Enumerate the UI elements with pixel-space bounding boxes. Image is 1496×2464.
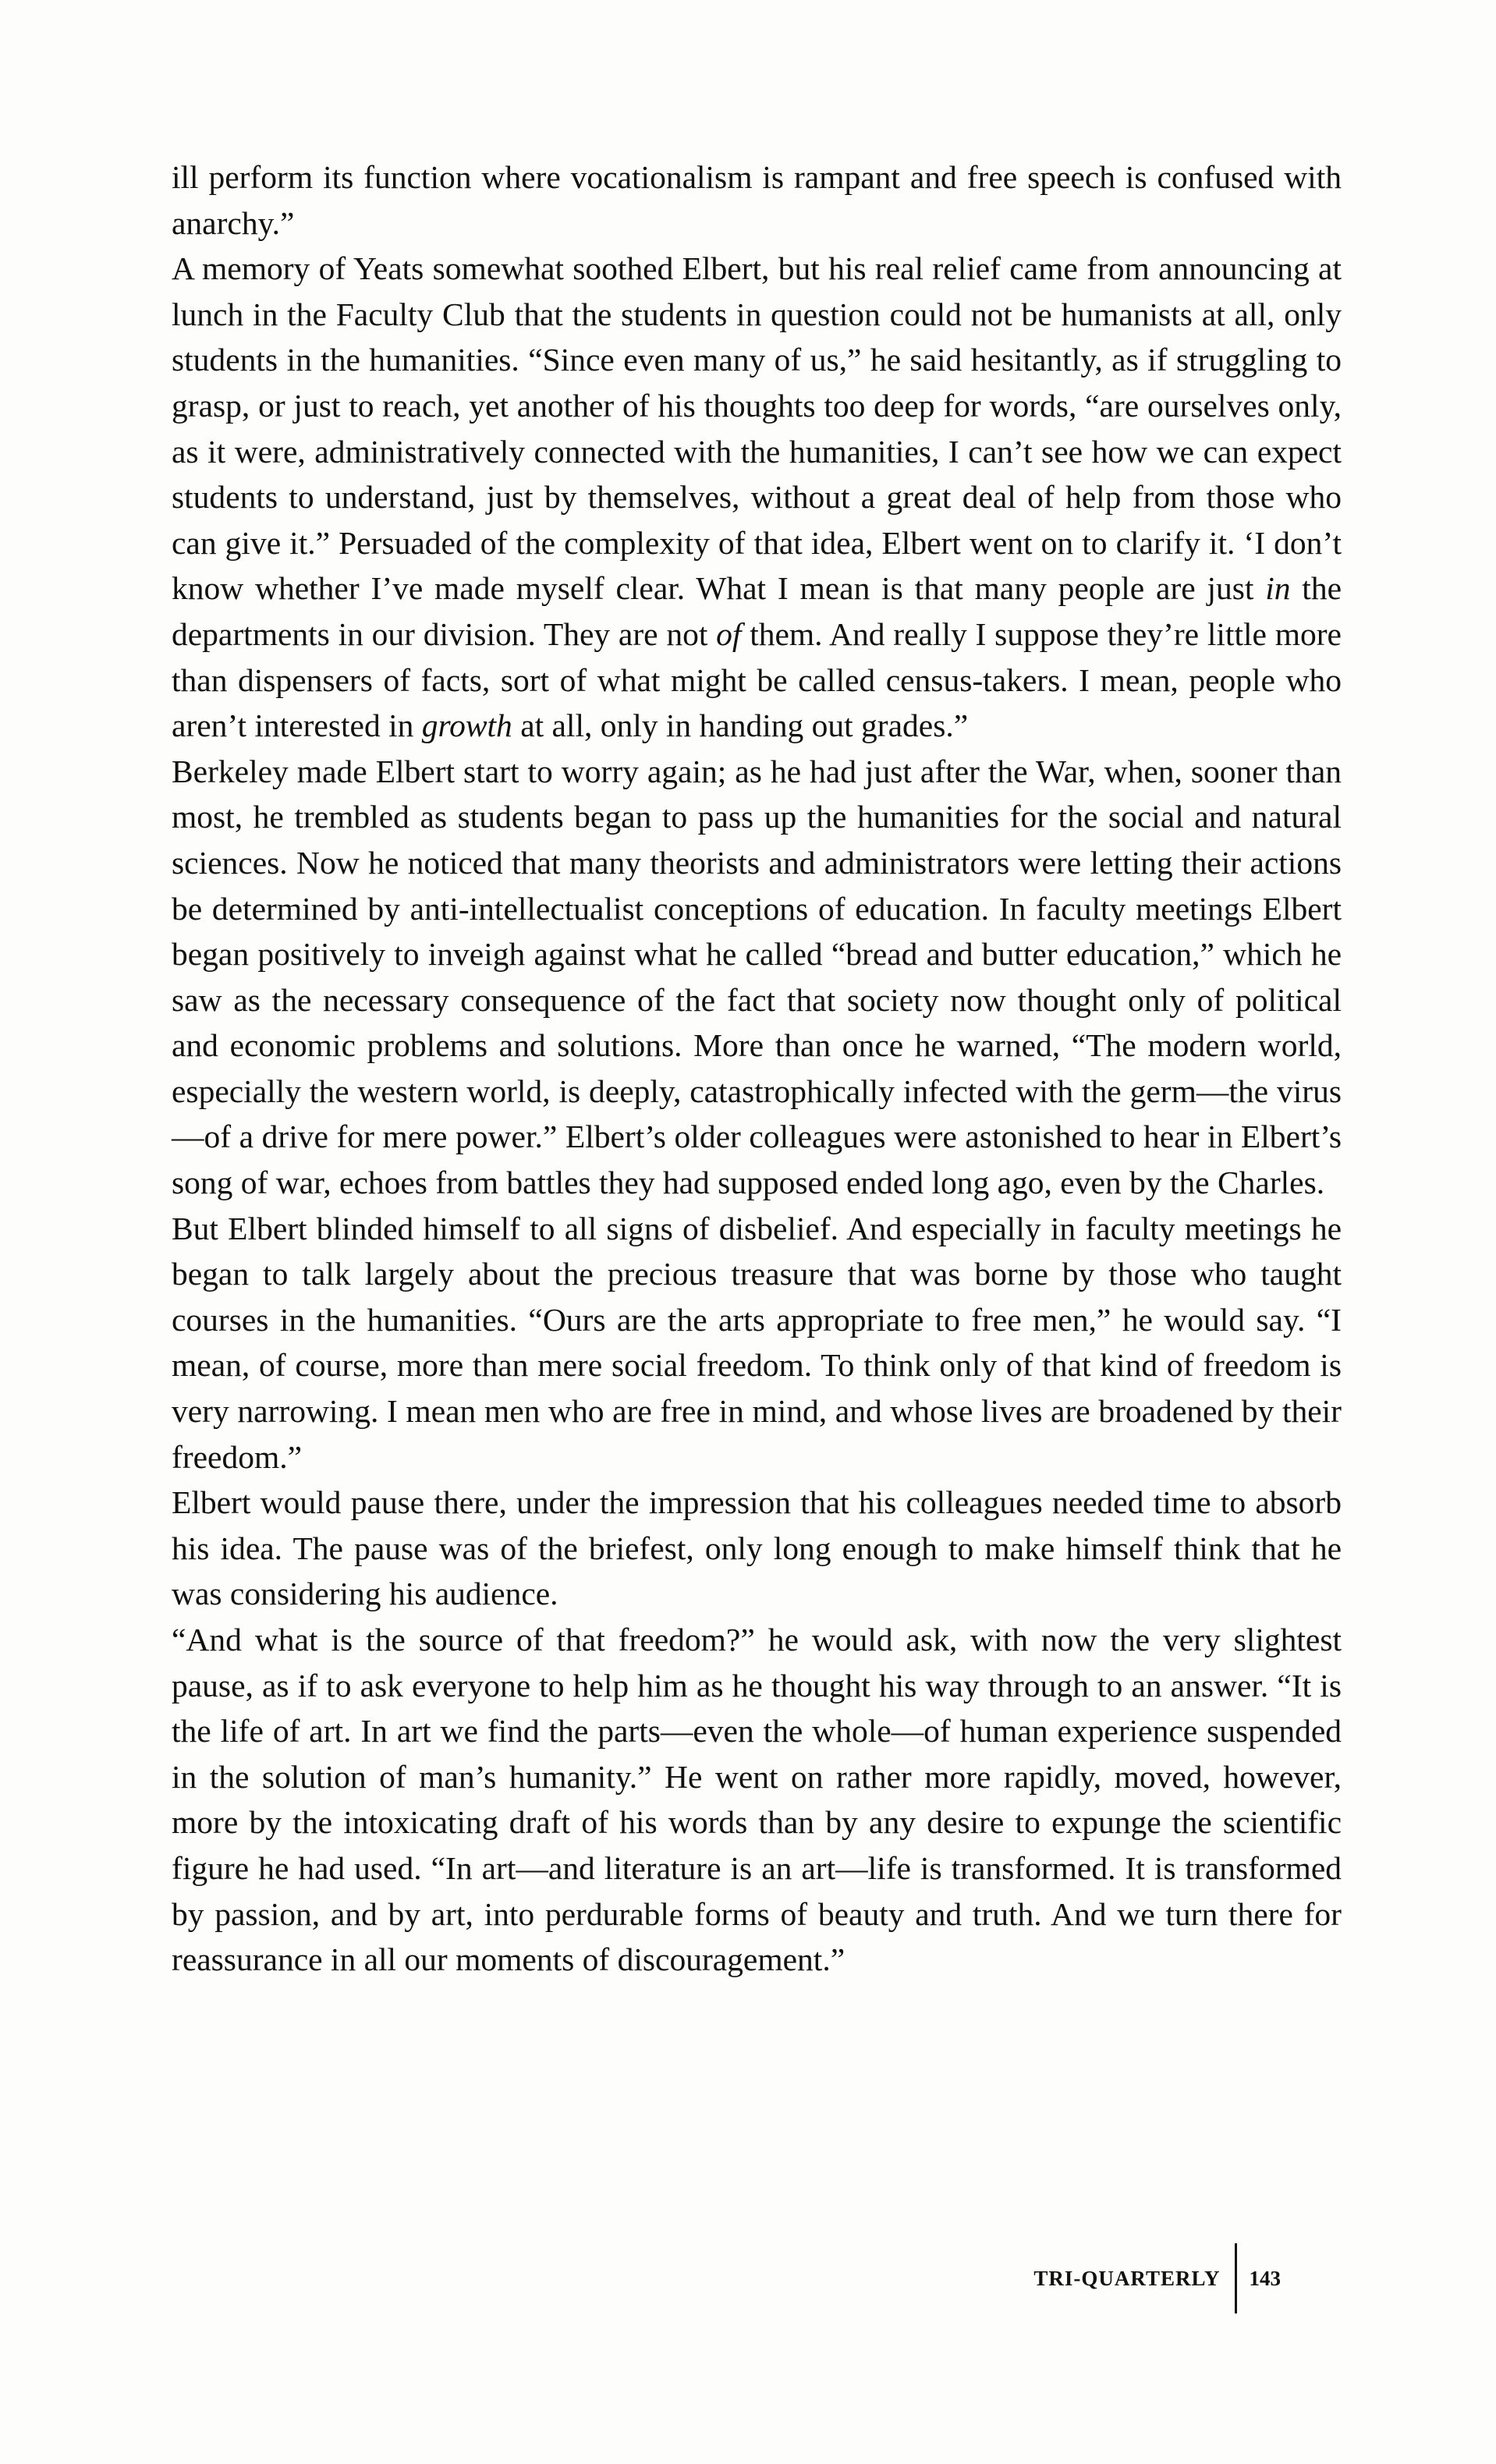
italic-in: in [1265,570,1291,607]
paragraph-5 [172,1480,1342,1617]
paragraph-3-text: Berkeley made Elbert start to worry again; as he had just after the War, when, sooner than most, he trembled as students began to pass up the humanities for the social and natural sciences. Now he noticed that many theorists and administrators were letting their actions be determined by anti-intellectualist conceptions of education. In faculty meetings Elbert began positively to inveigh against what he called “bread and butter education,” which he saw as the necessary consequence of the fact that society now thought only of political and economic problems and solutions. More than once he warned, “The modern world, especially the western world, is deeply, catastrophically infected with the germ—the virus—of a drive for mere power.” Elbert’s older colleagues were astonished to hear in Elbert’s song of war, echoes from battles they had supposed ended long ago, even by the Charles. [172,753,1342,1201]
paragraph-6 [172,1617,1342,1983]
paragraph-2-text-c: them. And really I suppose they’re little more than dispensers of facts, sort of what might be called census-takers. I mean, people who aren’t interested in [172,615,1342,744]
paragraph-1 [172,154,1342,246]
paragraph-5-text: Elbert would pause there, under the impression that his colleagues needed time to absorb his idea. The pause was of the briefest, only long enough to make himself think that he was considering his audience. [172,1484,1342,1612]
page-number: 143 [1249,2266,1281,2290]
paragraph-3 [172,749,1342,1206]
paragraph-4 [172,1206,1342,1480]
paragraph-2 [172,246,1342,749]
italic-growth: growth [421,707,512,744]
paragraph-2-text-b: the departments in our division. They are not [172,570,1342,652]
paragraph-2-text-a: A memory of Yeats somewhat soothed Elbert, but his real relief came from announcing at lunch in the Faculty Club that the students in question could not be humanists at all, only students in the humanities. “Since even many of us,” he said hesitantly, as if struggling to grasp, or just to reach, yet another of his thoughts too deep for words, “are ourselves only, as it were, administratively connected with the humanities, I can’t see how we can expect students to understand, just by themselves, without a great deal of help from those who can give it.” Persuaded of the complexity of that idea, Elbert went on to clarify it. ‘I don’t know whether I’ve made myself clear. What I mean is that many people are just [172,250,1342,607]
running-head: TRI-QUARTERLY [1033,2266,1221,2290]
paragraph-2-text-d: at all, only in handing out grades.” [512,707,969,744]
paragraph-6-text: “And what is the source of that freedom?” he would ask, with now the very slightest pause, as if to ask everyone to help him as he thought his way through to an answer. “It is the life of art. In art we find the parts—even the whole—of human experience suspended in the solution of man’s humanity.” He went on rather more rapidly, moved, however, more by the intoxicating draft of his words than by any desire to expunge the scientific figure he had used. “In art—and literature is an art—life is transformed. It is transformed by passion, and by art, into perdurable forms of beauty and truth. And we turn there for reassurance in all our moments of discouragement.” [172,1622,1342,1978]
paragraph-4-text: But Elbert blinded himself to all signs of disbelief. And especially in faculty meetings he began to talk largely about the precious treasure that was borne by those who taught courses in the humanities. “Ours are the arts appropriate to free men,” he would say. “I mean, of course, more than mere social freedom. To think only of that kind of freedom is very narrowing. I mean men who are free in mind, and whose lives are broadened by their freedom.” [172,1210,1342,1475]
paragraph-1-text: ill perform its function where vocationalism is rampant and free speech is confused with anarchy.” [172,159,1342,241]
italic-of: of [716,615,742,652]
body-text [172,154,1342,1983]
page-footer [1033,2243,1281,2313]
